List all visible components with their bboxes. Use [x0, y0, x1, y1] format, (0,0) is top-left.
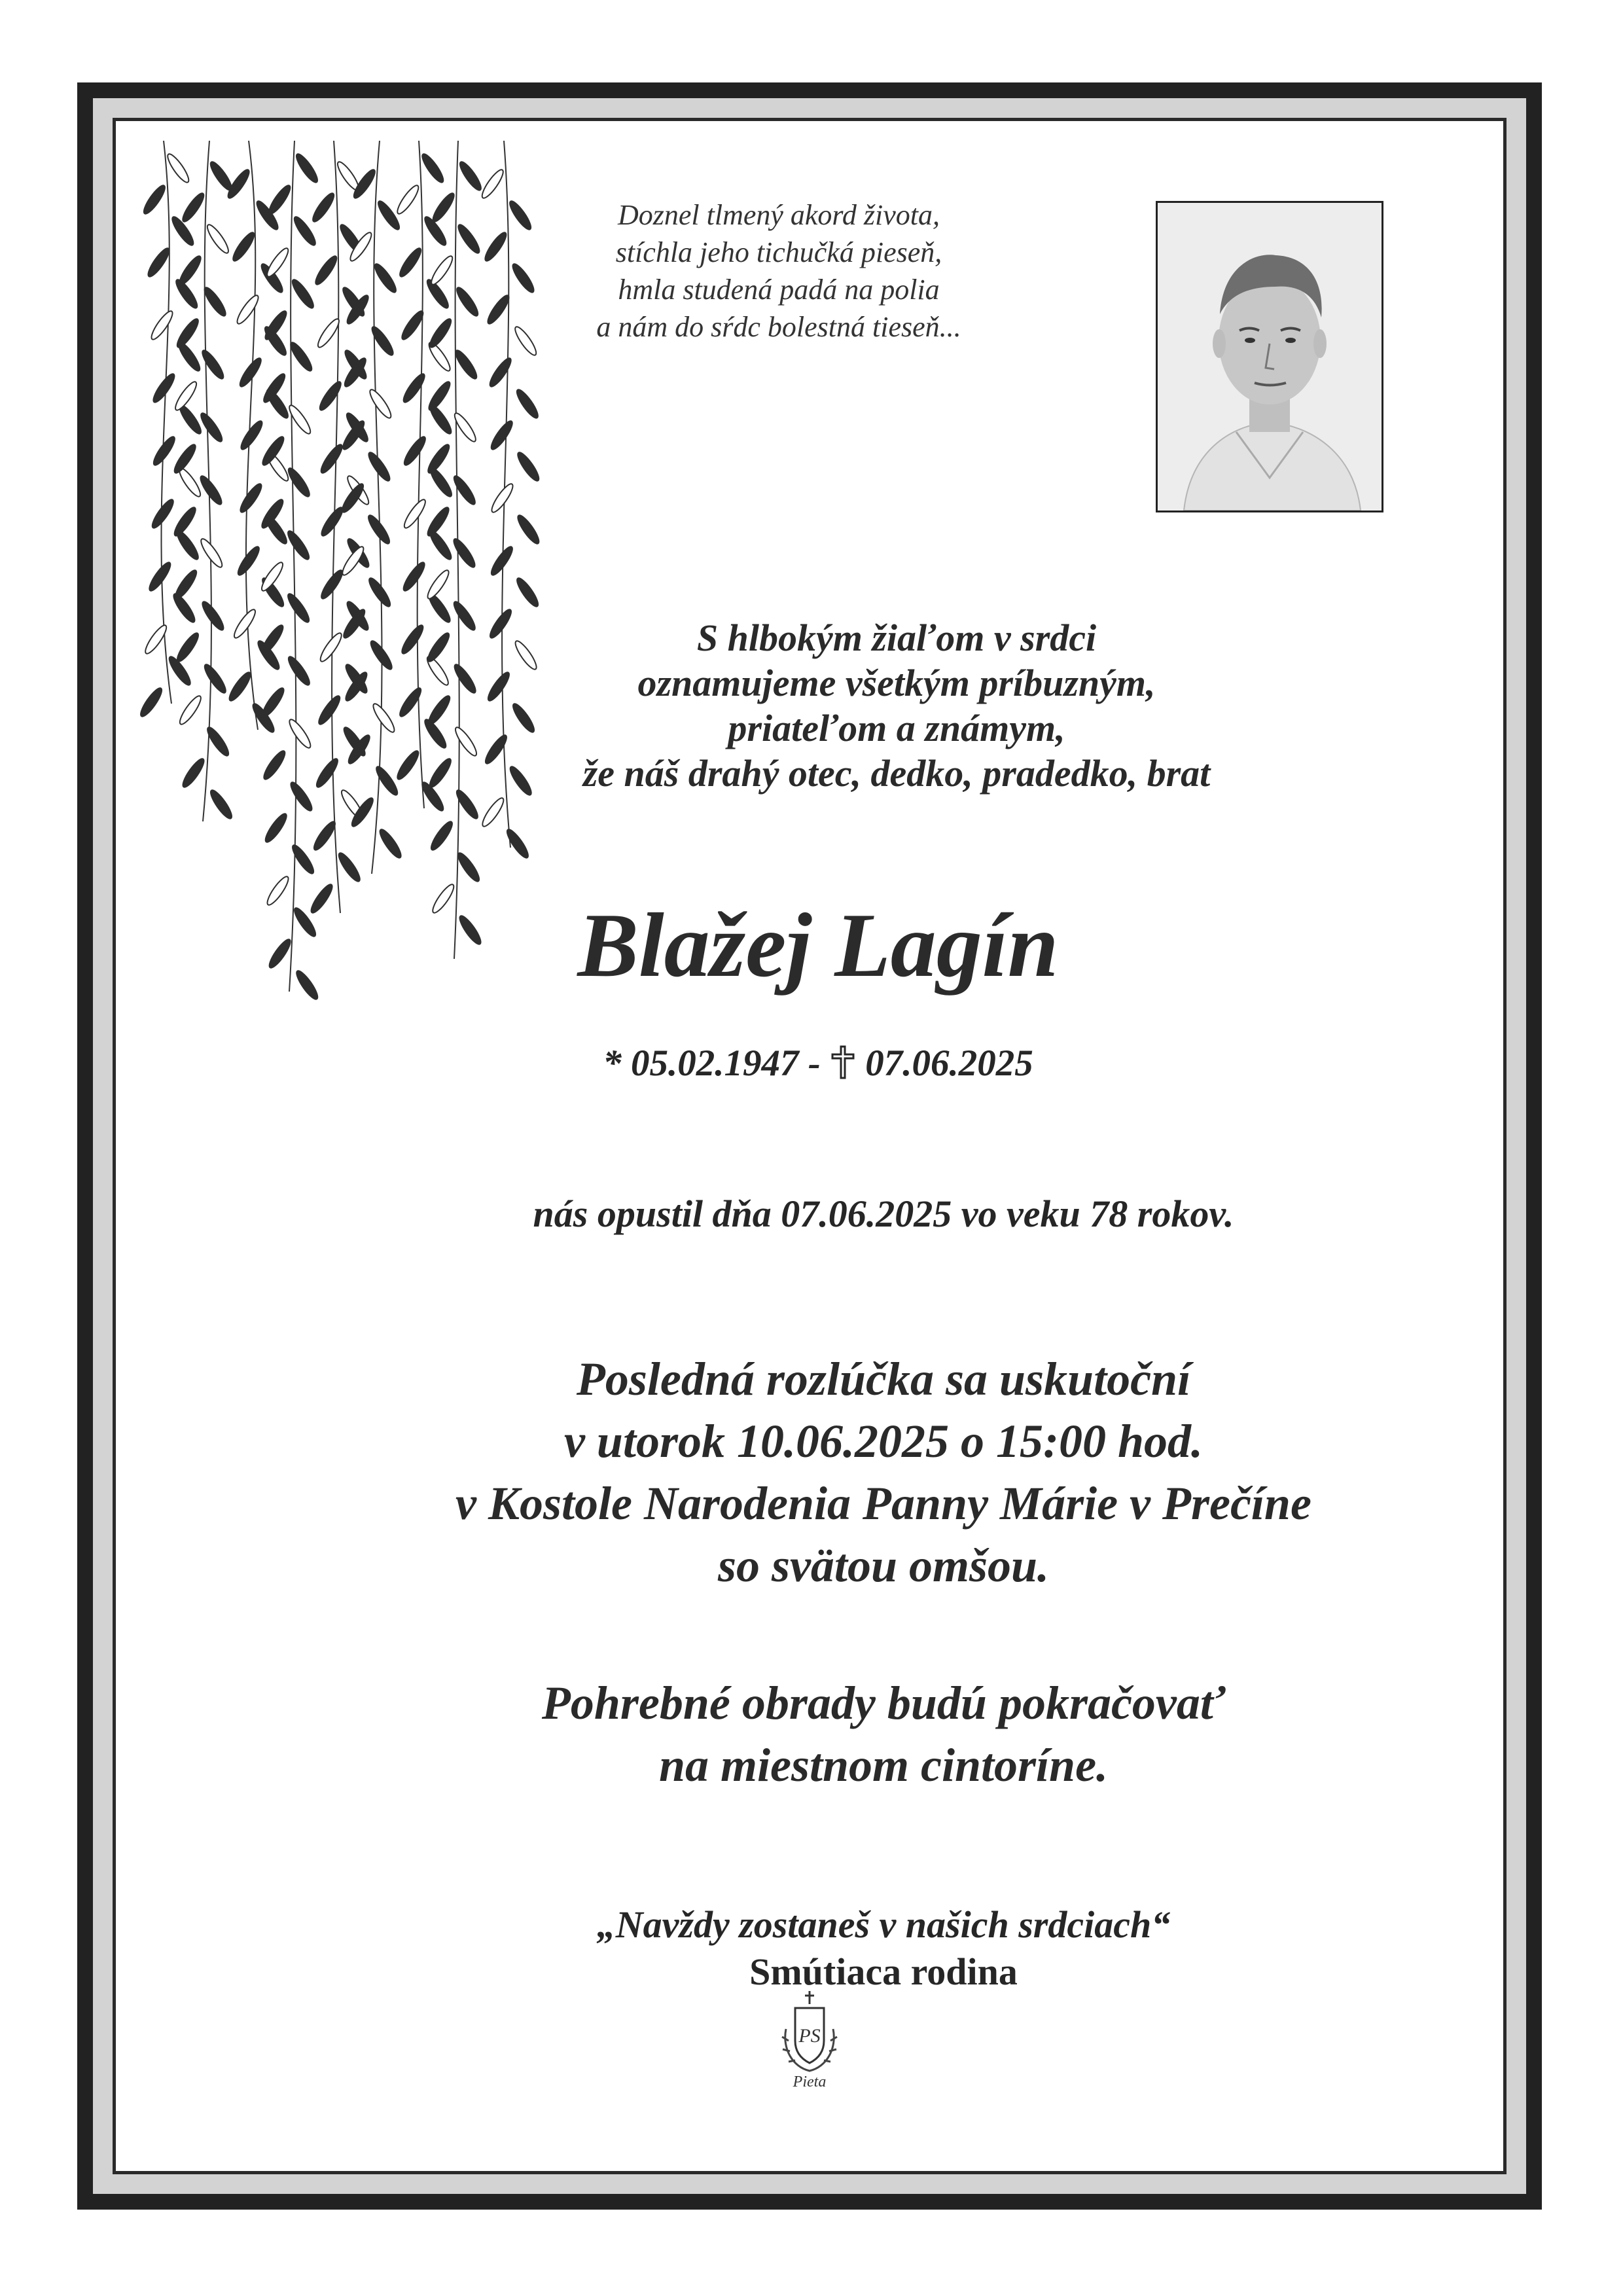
death-date: 07.06.2025 [865, 1043, 1033, 1084]
announcement-line: priateľom a známym, [728, 707, 1065, 749]
announcement-line: že náš drahý otec, dedko, pradedko, brat [582, 752, 1211, 795]
burial-line: na miestnom cintoríne. [658, 1739, 1109, 1791]
burial-line: Pohrebné obrady budú pokračovať [541, 1677, 1226, 1729]
funeral-line: v utorok 10.06.2025 o 15:00 hod. [563, 1415, 1204, 1467]
life-dates [458, 1041, 1178, 1086]
announcement [471, 615, 1322, 796]
funeral-info [196, 1348, 1571, 1597]
burial-info [262, 1672, 1505, 1797]
closing-quote: „Navždy zostaneš v našich srdciach“ [596, 1903, 1171, 1946]
svg-text:PS: PS [798, 2025, 821, 2047]
announcement-line: S hlbokým žiaľom v srdci [696, 617, 1097, 659]
funeral-line: Posledná rozlúčka sa uskutoční [576, 1353, 1191, 1405]
poem-line: hmla studená padá na polia [618, 274, 940, 306]
logo-text: Pieta [793, 2073, 827, 2090]
funeral-line: so svätou omšou. [717, 1539, 1050, 1592]
poem-line: Doznel tlmený akord života, [617, 199, 940, 231]
closing [327, 1901, 1440, 1996]
poem-line: stíchla jeho tichučká pieseň, [615, 236, 942, 268]
poem-line: a nám do sŕdc bolestná tieseň... [596, 311, 961, 343]
deceased-name: Blažej Lagín [577, 895, 1059, 996]
cross-icon [830, 1045, 856, 1079]
mourning-family: Smútiaca rodina [749, 1950, 1018, 1993]
announcement-line: oznamujeme všetkým príbuzným, [637, 662, 1156, 704]
birth-date: * 05.02.1947 - [603, 1043, 821, 1084]
portrait-image [1158, 203, 1382, 511]
portrait-photo [1156, 201, 1383, 512]
funeral-line: v Kostole Narodenia Panny Márie v Prečíne [455, 1477, 1311, 1530]
passed-away-line: nás opustil dňa 07.06.2025 vo veku 78 rokov. [533, 1193, 1234, 1235]
poem [524, 196, 1034, 346]
